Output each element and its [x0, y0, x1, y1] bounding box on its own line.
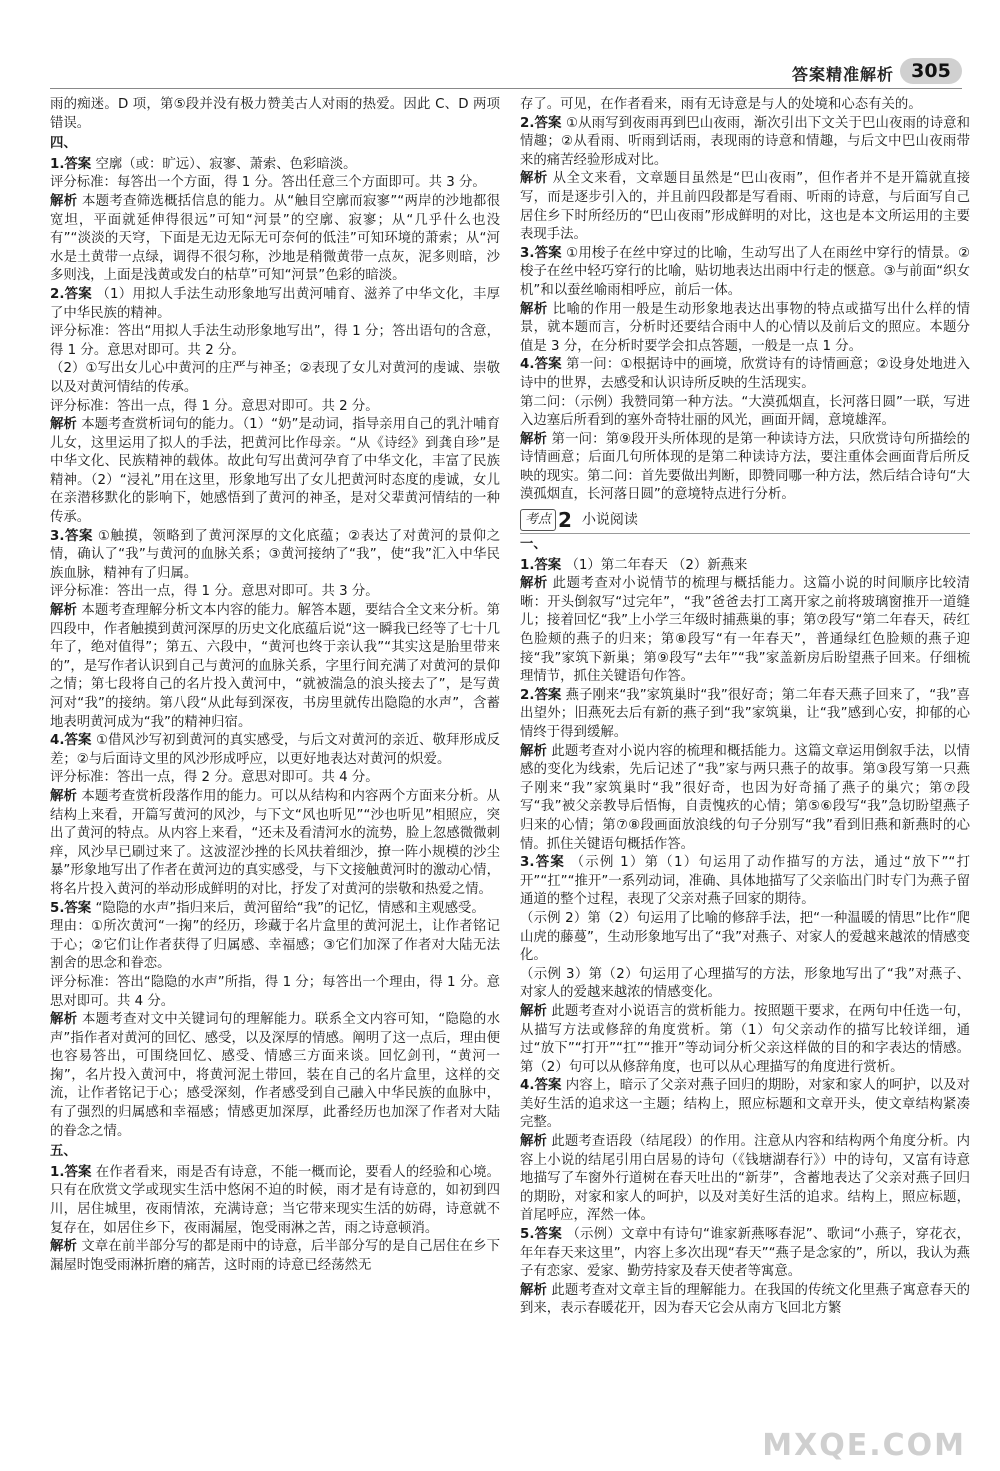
- paragraph-text: 本题考查理解分析文本内容的能力。解答本题，要结合全文来分析。第四段中，作者触摸到黄河深厚的历史文化底蕴后说“这一瞬我已经等了七十几年了，绝对值得”；第五、六段中，“黄河也终于亲认我”“其实这是胎里带来的”，是写作者认识到自己与黄河的血脉关系，字里行间充满了对黄河的景仰之情；第七段将自己的名片投入黄河中，“就被湍急的浪头接去了”，是写黄河对“我”的接纳。第八段“从此每到深夜，书房里就传出隐隐的水声”，含蓄地表明黄河成为“我”的精神归宿。: [50, 603, 500, 730]
- question-number: 2.: [520, 115, 535, 131]
- paragraph-text: 雨的痴迷。D 项，第⑤段并没有极力赞美古人对雨的热爱。因此 C、D 两项错误。: [50, 97, 500, 131]
- paragraph-text: 评分标准：答出一点，得 1 分。意思对即可。共 2 分。: [50, 398, 379, 414]
- question-number: 3.: [520, 855, 535, 871]
- text-paragraph: [520, 96, 970, 115]
- left-column: [50, 96, 500, 1436]
- section-heading: 一、: [520, 537, 547, 553]
- header-title: 答案精准解析: [791, 65, 894, 84]
- paragraph-label: 答案: [64, 286, 92, 302]
- paragraph-label: 解析: [520, 1134, 548, 1150]
- answer-paragraph: [520, 1077, 970, 1133]
- paragraph-text: 评分标准：答出“隐隐的水声”所指，得 1 分；每答出一个理由，得 1 分。意思对即可。共 4 分。: [50, 974, 500, 1009]
- paragraph-text: 本题考查赏析词句的能力。（1）“奶”是动词，指导亲用自己的乳汁哺育儿女，这里运用了拟人的手法，把黄河比作母亲。“从《诗经》到龚自珍”是中华文化、民族精神的载体。故此句写出黄河孕育了中华文化，丰富了民族精神。（2）“浸礼”用在这里，形象地写出了女儿把黄河时态度的虔诚，女儿在亲潜移默化的影响下，她感悟到了黄河的神圣，是对父辈黄河情结的一种传承。: [50, 417, 500, 526]
- text-paragraph: [50, 398, 500, 417]
- paragraph-label: 答案: [64, 156, 92, 172]
- paragraph-label: 答案: [64, 733, 92, 749]
- page-number: 305: [900, 58, 962, 84]
- paragraph-text: 本题考查对文中关键词句的理解能力。联系全文内容可知，“隐隐的水声”指作者对黄河的回忆、感受，以及深厚的情感。阐明了这一点后，理由便也容易答出，可围绕回忆、感受、情感三方面来谈。回忆剑刊，“黄河一掬”，名片投入黄河中，将黄河泥土带回，装在自己的名片盒里，这样的交流，让作者铭记于心；感受深刻，作者感受到自己融入中华民族的血脉中，有了强烈的归属感和幸福感；情感更加深厚，此番经历也加深了作者对大陆的眷念之情。: [50, 1012, 500, 1139]
- section-heading: 五、: [50, 1144, 77, 1160]
- paragraph-text: 空廓（或：旷远）、寂寥、萧索、色彩暗淡。: [95, 156, 357, 172]
- question-number: 5.: [50, 900, 65, 916]
- paragraph-text: （示例 3）第（2）句运用了心理描写的方法，形象地写出了“我”对燕子、对家人的爱越来越浓的情感变化。: [520, 966, 970, 1001]
- paragraph-label: 答案: [64, 1164, 92, 1180]
- topic-number: 2: [558, 507, 572, 532]
- paragraph-text: 此题考查对文章主旨的理解能力。在我国的传统文化里燕子寓意春天的到来，表示春暖花开，因为春天它会从南方飞回北方繁: [520, 1282, 970, 1317]
- analysis-paragraph: [520, 1282, 970, 1319]
- text-paragraph: [50, 323, 500, 360]
- paragraph-text: 本题考查赏析段落作用的能力。可以从结构和内容两个方面来分析。从结构上来看，开篇写黄河的风沙，与下文“风也听见”“沙也听见”相照应，突出了黄河的特点。从内容上来看，“还未及看清河水的流势，脸上忽感微微刺痒，风沙早已刷过来了。这波涩沙挫的长风扶着细沙，撩一阵小规模的沙尘暴”形象地写出了作者在黄河边的真实感受，与下文接触黄河时的激动心情，将名片投入黄河的举动形成鲜明的对比，抒发了对黄河的崇敬和热爱之情。: [50, 788, 500, 897]
- analysis-paragraph: [50, 602, 500, 732]
- paragraph-text: 比喻的作用一般是生动形象地表达出事物的特点或描写出什么样的情景，就本题而言，分析时还要结合雨中人的心情以及前后文的照应。本题分值是 3 分，在分析时要学会扣点答题，一般是一点 1 分。: [520, 301, 970, 354]
- question-number: 1.: [520, 557, 535, 573]
- analysis-paragraph: [50, 1238, 500, 1275]
- analysis-paragraph: [50, 193, 500, 286]
- analysis-paragraph: [50, 416, 500, 528]
- paragraph-text: 在作者看来，雨是否有诗意，不能一概而论，要看人的经验和心境。只有在欣赏文学或现实生活中悠闲不迫的时候，雨才是有诗意的，如初到四川，居住城里，夜雨情浓，充满诗意；当它带来现实生活的妨碍，诗意就不复存在，如居住乡下，夜雨漏屋，饱受雨淋之苦，雨之诗意顿消。: [50, 1164, 500, 1236]
- question-number: 3.: [520, 245, 535, 261]
- question-number: 2.: [50, 286, 65, 302]
- section-heading: 四、: [50, 136, 77, 152]
- paragraph-text: 此题考查语段（结尾段）的作用。注意从内容和结构两个角度分析。内容上小说的结尾引用白居易的诗句（《钱塘湖春行》）中的诗句，又富有诗意地描写了车窗外行道树在春天吐出的“新芽”，含蓄地表达了父亲对燕子回归的期盼，对家和家人的呵护，以及对美好生活的追求。结构上，照应标题，首尾呼应，浑然一体。: [520, 1134, 970, 1224]
- question-number: 2.: [520, 687, 535, 703]
- paragraph-label: 解析: [520, 1282, 548, 1298]
- question-number: 1.: [50, 1164, 65, 1180]
- paragraph-text: 评分标准：每答出一个方面，得 1 分。答出任意三个方面即可。共 3 分。: [50, 175, 486, 191]
- paragraph-text: 评分标准：答出“用拟人手法生动形象地写出”，得 1 分；答出语句的含意，得 1 分。意思对即可。共 2 分。: [50, 324, 500, 358]
- answer-paragraph: [50, 732, 500, 769]
- paragraph-label: 解析: [50, 603, 78, 619]
- question-number: 4.: [520, 1078, 535, 1094]
- paragraph-text: （示例）文章中有诗句“谁家新燕啄春泥”、歌词“小燕子，穿花衣，年年春天来这里”，内容上多次出现“春天”“燕子是念家的”，所以，我认为燕子有恋家、爱家、勤劳持家及春天使者等寓意。: [520, 1227, 970, 1280]
- right-column: [520, 96, 970, 1436]
- analysis-paragraph: [520, 1003, 970, 1077]
- analysis-paragraph: [520, 301, 970, 357]
- text-paragraph: [520, 394, 970, 431]
- paragraph-text: 内容上，暗示了父亲对燕子回归的期盼，对家和家人的呵护，以及对美好生活的追求这一主题；结构上，照应标题和文章开头，使文章结构紧凑完整。: [520, 1078, 970, 1131]
- analysis-paragraph: [520, 431, 970, 505]
- paragraph-text: （1）用拟人手法生动形象地写出黄河哺育、滋养了中华文化，丰厚了中华民族的精神。: [50, 286, 500, 321]
- answer-paragraph: [50, 1164, 500, 1238]
- paragraph-text: 文章在前半部分写的都是雨中的诗意，后半部分写的是自己居住在乡下漏屋时饱受雨淋折磨的痛苦，这时雨的诗意已经荡然无: [50, 1239, 500, 1273]
- text-paragraph: [50, 583, 500, 602]
- paragraph-text: 存了。可见，在作者看来，雨有无诗意是与人的处境和心态有关的。: [520, 97, 922, 112]
- analysis-paragraph: [50, 1011, 500, 1141]
- paragraph-label: 解析: [520, 1003, 548, 1019]
- paragraph-text: 第二问：（示例）我赞同第一种方法。“大漠孤烟直，长河落日圆”一联，写进入边塞后所看到的塞外奇特壮丽的风光，画面开阔，意境雄浑。: [520, 394, 970, 429]
- paragraph-text: 此题考查对小说情节的梳理与概括能力。这篇小说的时间顺序比较清晰：开头倒叙写“过完年”，“我”爸爸去打工离开家之前将玻璃窗推开一道缝儿；接着回忆“我”上小学三年级时捕燕巢的事；第⑦段写“第二年春天，砖红色脸颊的燕子的归来；第⑧段写“有一年春天”，普通绿红色脸颊的燕子迎接“我”家筑下新巢；第⑨段写“去年”“我”家盖新房后盼望燕子回来。仔细梳理情节，抓住关键语句作答。: [520, 576, 970, 685]
- text-paragraph: [520, 966, 970, 1003]
- analysis-paragraph: [520, 170, 970, 244]
- paragraph-text: “隐隐的水声”指归来后，黄河留给“我”的记忆，情感和主观感受。: [95, 900, 485, 916]
- text-paragraph: [50, 174, 500, 193]
- paragraph-text: ①触摸，领略到了黄河深厚的文化底蕴；②表达了对黄河的景仰之情，确认了“我”与黄河的血脉关系；③黄河接纳了“我”，使“我”汇入中华民族血脉，精神有了归属。: [50, 528, 500, 581]
- answer-paragraph: [50, 528, 500, 584]
- answer-paragraph: [50, 286, 500, 323]
- paragraph-text: （示例 2）第（2）句运用了比喻的修辞手法，把“一种温暖的情思”比作“爬山虎的藤蔓”，生动形象地写出了“我”对燕子、对家人的爱越来越浓的情感变化。: [520, 910, 970, 964]
- paragraph-text: 第一问：第⑨段开头所体现的是第一种读诗方法，只欣赏诗句所描绘的诗情画意；后面几句所体现的是第二种读诗方法，要注重体会画面背后所反映的现实。第二问：首先要做出判断，即赞同哪一种方法，然后结合诗句“大漠孤烟直，长河落日圆”的意境特点进行分析。: [520, 431, 970, 503]
- paragraph-label: 解析: [50, 1239, 78, 1255]
- analysis-paragraph: [520, 575, 970, 687]
- paragraph-text: ①用梭子在丝中穿过的比喻，生动写出了人在雨丝中穿行的情景。②梭子在丝中轻巧穿行的比喻，贴切地表达出雨中行走的惬意。③与前面“织女机”和以蚕丝喻雨相呼应，前后一体。: [520, 245, 970, 298]
- paragraph-label: 答案: [534, 855, 566, 871]
- paragraph-label: 解析: [520, 431, 548, 447]
- answer-paragraph: [520, 115, 970, 171]
- paragraph-text: （2）①写出女儿心中黄河的庄严与神圣；②表现了女儿对黄河的虔诚、崇敬以及对黄河情结的传承。: [50, 361, 500, 395]
- page-header: [0, 0, 1000, 86]
- topic-title: 小说阅读: [581, 511, 638, 528]
- text-paragraph: [50, 769, 500, 788]
- answer-paragraph: [520, 1226, 970, 1282]
- question-number: 1.: [50, 156, 65, 172]
- paragraph-text: ①从雨写到夜雨再到巴山夜雨，渐次引出下文关于巴山夜雨的诗意和情趣；②从看雨、听雨到话雨，表现雨的诗意和情趣，与后文中巴山夜雨带来的痛苦经验形成对比。: [520, 115, 970, 168]
- question-number: 4.: [50, 733, 65, 749]
- question-number: 4.: [520, 357, 535, 373]
- paragraph-label: 答案: [534, 1227, 562, 1243]
- answer-paragraph: [520, 356, 970, 393]
- paragraph-label: 解析: [520, 576, 548, 592]
- paragraph-label: 答案: [64, 900, 92, 916]
- text-paragraph: [520, 910, 970, 966]
- header-divider: [50, 88, 962, 89]
- paragraph-label: 解析: [520, 301, 548, 317]
- text-paragraph: [50, 360, 500, 397]
- analysis-paragraph: [520, 743, 970, 855]
- answer-paragraph: [520, 854, 970, 910]
- topic-badge: 考点: [520, 509, 556, 531]
- topic-section-header: [520, 505, 970, 534]
- answer-paragraph: [520, 687, 970, 743]
- paragraph-label: 解析: [520, 171, 548, 187]
- paragraph-text: 第一问：①根据诗中的画境，欣赏诗有的诗情画意；②设身处地进入诗中的世界，去感受和认识诗所反映的生活现实。: [520, 357, 970, 391]
- answer-paragraph: [520, 245, 970, 301]
- paragraph-label: 答案: [534, 357, 562, 373]
- paragraph-label: 答案: [534, 245, 562, 261]
- answer-paragraph: [50, 900, 500, 919]
- question-number: 5.: [520, 1227, 535, 1243]
- paragraph-label: 解析: [50, 788, 78, 804]
- paragraph-text: ①借风沙写初到黄河的真实感受，与后文对黄河的亲近、敬拜形成反差；②与后面诗文里的风沙形成呼应，以更好地表达对黄河的炽爱。: [50, 733, 500, 767]
- analysis-paragraph: [520, 1133, 970, 1226]
- paragraph-text: 理由：①所次黄河“一掬”的经历，珍藏于名片盒里的黄河泥土，让作者铭记于心；②它们让作者获得了归属感、幸福感；③它们加深了作者对大陆无法割舍的思念和眷恋。: [50, 919, 500, 972]
- paragraph-label: 解析: [520, 743, 548, 759]
- answer-paragraph: [520, 557, 970, 576]
- question-number: 3.: [50, 528, 65, 544]
- paragraph-label: 解析: [50, 193, 78, 209]
- paragraph-text: 从全文来看，文章题目虽然是“巴山夜雨”，但作者并不是开篇就直接写，而是逐步引入的，并且前四段都是写看雨、听雨的诗意，与后面写自己居住乡下时所经历的“巴山夜雨”形成鲜明的对比，这也是本文所运用的主要表现手法。: [520, 171, 970, 243]
- paragraph-text: 评分标准：答出一点，得 1 分。意思对即可。共 3 分。: [50, 584, 379, 600]
- paragraph-label: 答案: [534, 687, 562, 703]
- analysis-paragraph: [50, 788, 500, 900]
- answer-paragraph: [50, 156, 500, 175]
- paragraph-label: 答案: [64, 528, 93, 544]
- paragraph-label: 答案: [534, 557, 562, 573]
- paragraph-text: 此题考查对小说语言的赏析能力。按照题干要求，在两句中任选一句，从描写方法或修辞的角度赏析。第（1）句父亲动作的描写比较详细，通过“放下”“打开”“扛”“推开”等动词分析父亲这样做的目的和字表达的情感。第（2）句可以从修辞角度，也可以从心理描写的角度进行赏析。: [520, 1003, 970, 1075]
- paragraph-text: 此题考查对小说内容的梳理和概括能力。这篇文章运用倒叙手法，以情感的变化为线索，先后记述了“我”家与两只燕子的故事。第③段写第一只燕子刚来“我”家筑巢时“我”很好奇，也因为好奇捅了燕子的巢穴；第⑦段写“我”被父亲教导后悟悔，自责愧疚的心情；第⑤⑥段写“我”急切盼望燕子归来的心情；第⑦⑧段画面放浪线的句子分别写“我”看到旧燕和新燕时的心情。抓住关键语句概括作答。: [520, 743, 970, 852]
- text-paragraph: [50, 96, 500, 133]
- paragraph-label: 解析: [50, 1012, 78, 1028]
- paragraph-text: （示例 1）第（1）句运用了动作描写的方法，通过“放下”“打开”“扛”“推开”一系列动词，准确、具体地描写了父亲临出门时专门为燕子留通道的整个过程，表现了父亲对燕子回家的期待。: [520, 855, 970, 908]
- paragraph-label: 答案: [534, 115, 562, 131]
- watermark-logo: MXQE.COM: [762, 1428, 966, 1463]
- paragraph-text: 本题考查筛选概括信息的能力。从“触目空廓而寂寥”“两岸的沙地都很宽坦，平面就延伸得很远”可知“河景”的空廓、寂寥；从“几乎什么也没有”“淡淡的天穹，下面是无边无际无可奈何的低洼”可知环境的萧索；从“河水是土黄带一点绿，调得不很匀称，沙地是稍微黄带一点灰，泥多则暗，沙多则浅，上面是浅黄或发白的枯草”可知“河景”色彩的暗淡。: [50, 193, 500, 284]
- paragraph-label: 答案: [534, 1078, 562, 1094]
- paragraph-text: （1）第二年春天 （2）新燕来: [565, 557, 748, 573]
- text-paragraph: [50, 974, 500, 1011]
- paragraph-text: 燕子刚来“我”家筑巢时“我”很好奇；第二年春天燕子回来了，“我”喜出望外；旧燕死去后有新的燕子到“我”家筑巢，让“我”感到心安，抑郁的心情终于得到缓解。: [520, 687, 970, 740]
- paragraph-label: 解析: [50, 417, 77, 433]
- topic-divider: [520, 533, 970, 534]
- text-paragraph: [50, 918, 500, 974]
- paragraph-text: 评分标准：答出一点，得 2 分。意思对即可。共 4 分。: [50, 770, 379, 786]
